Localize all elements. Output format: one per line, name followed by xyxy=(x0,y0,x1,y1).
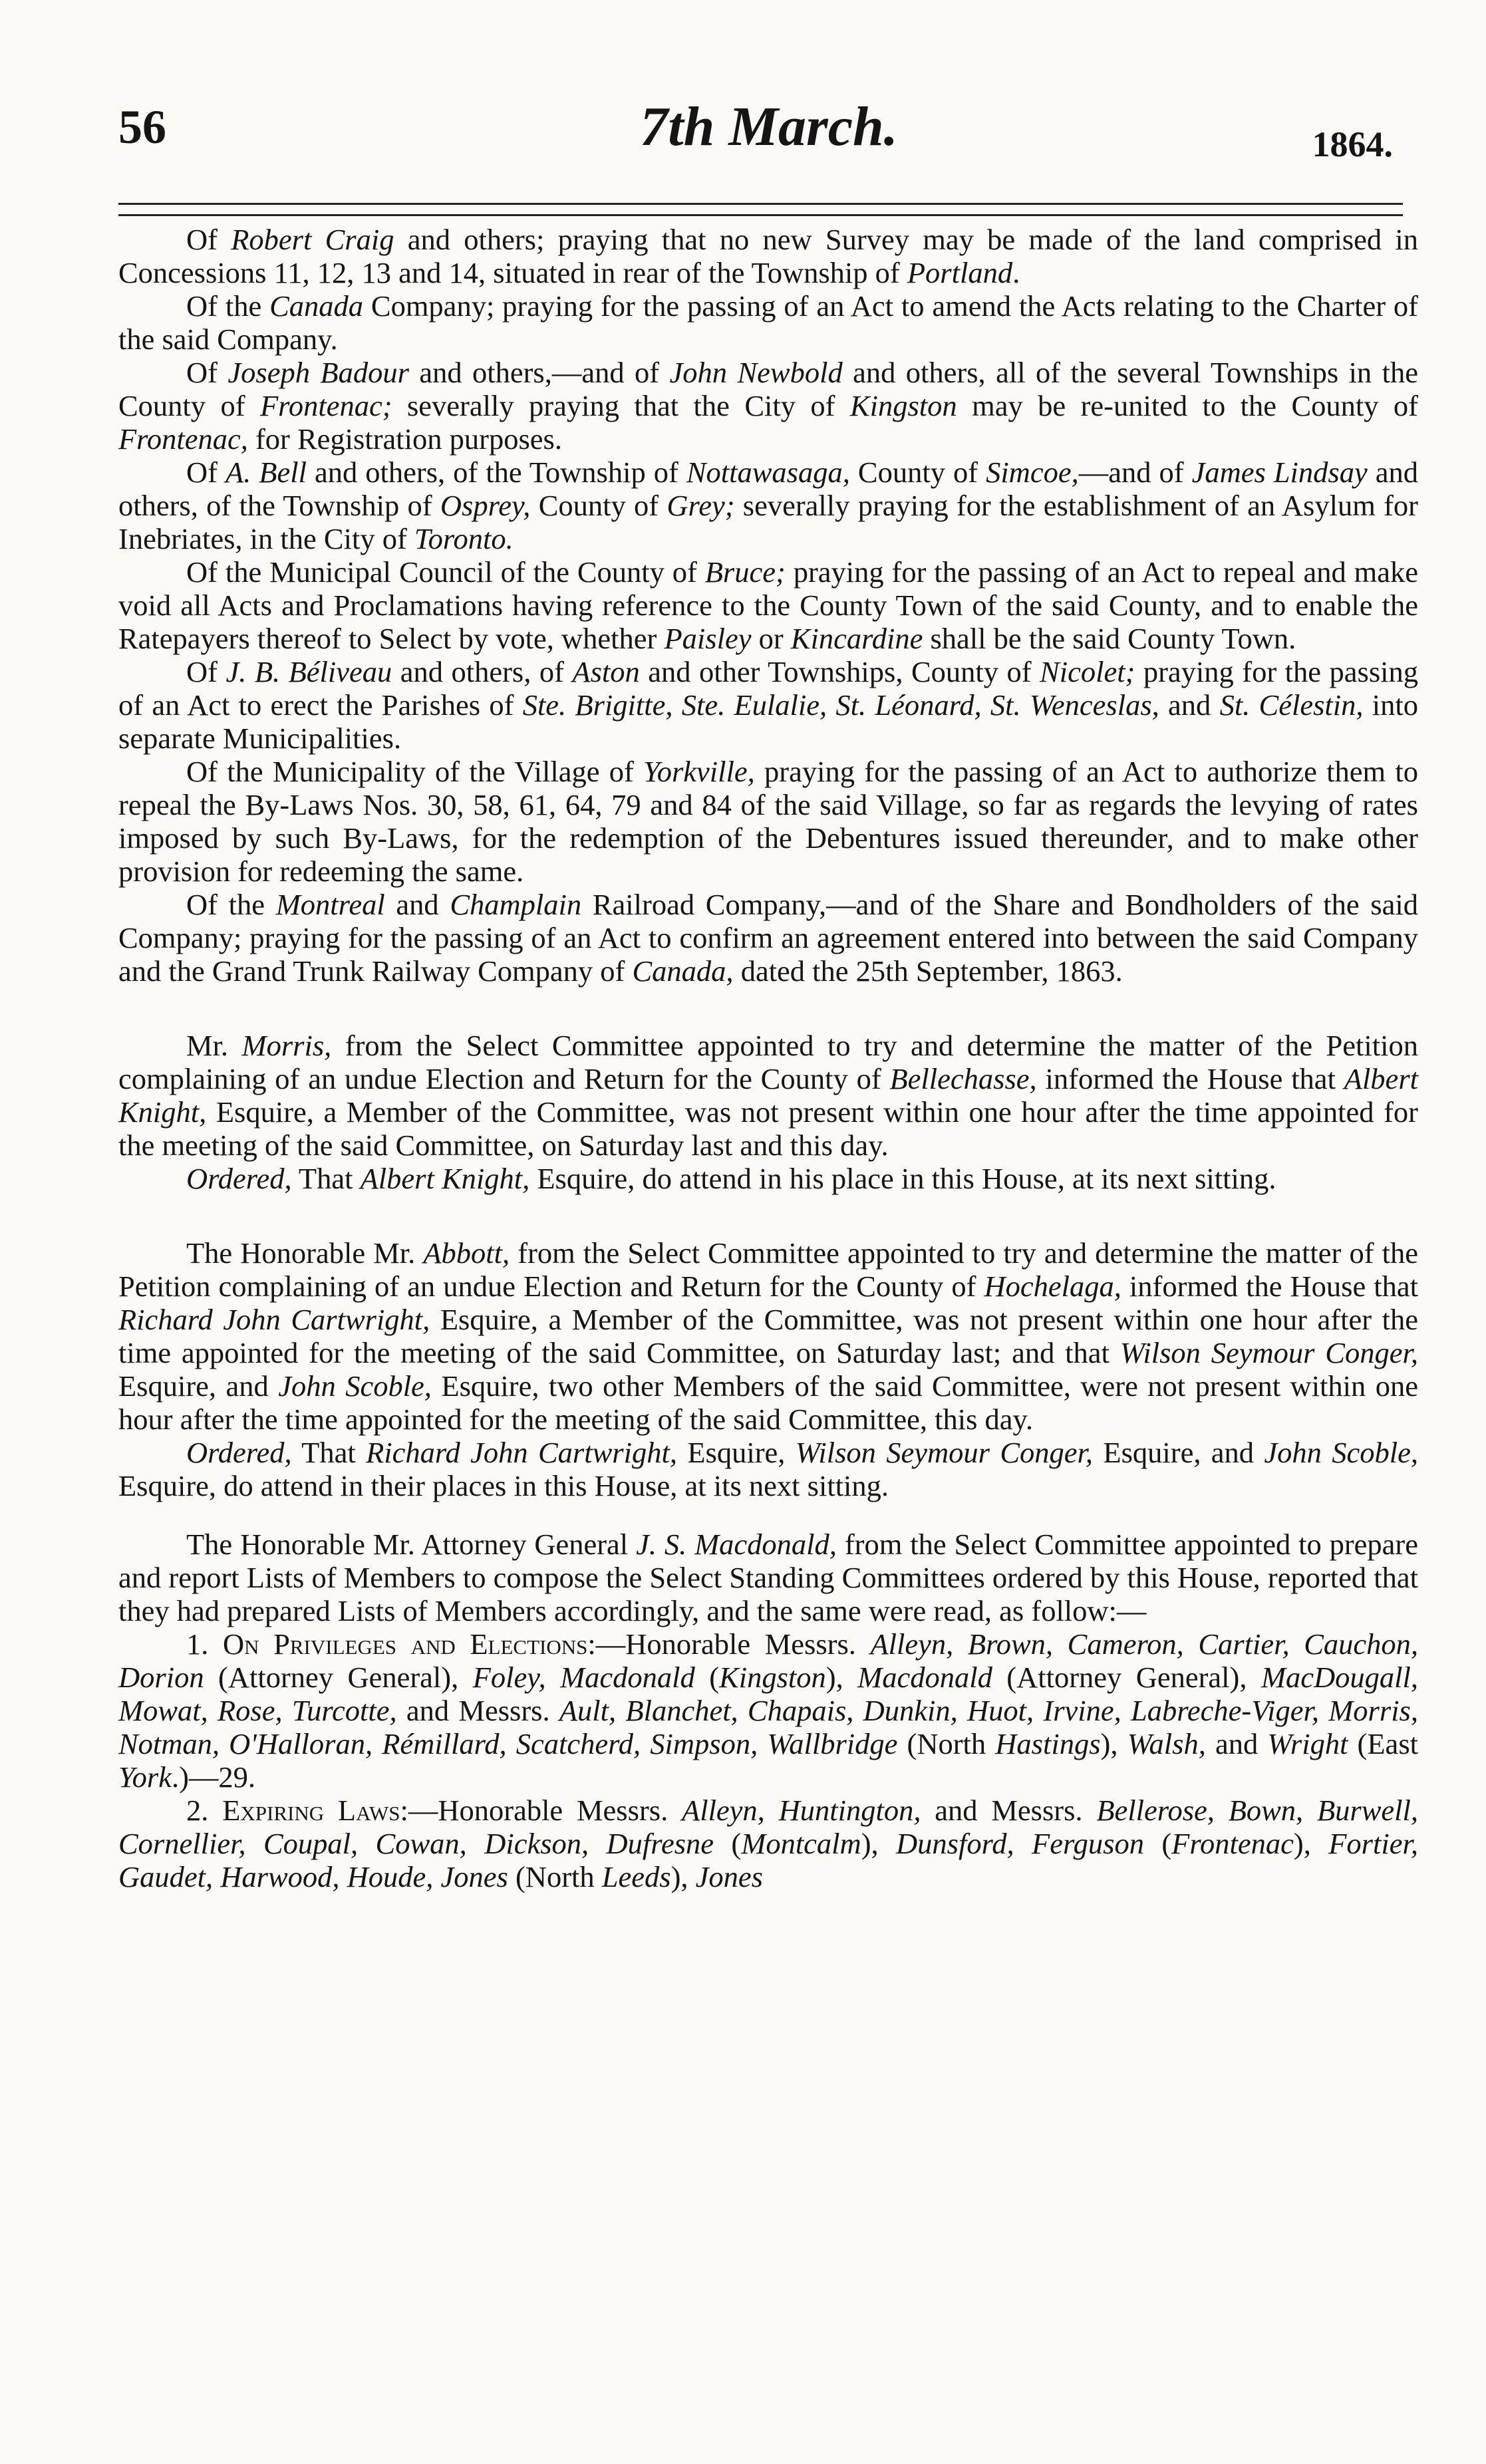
text-run: and xyxy=(1159,688,1220,722)
text-run: County of xyxy=(530,489,667,522)
italic-run: Walsh, xyxy=(1127,1727,1206,1760)
text-run: dated the 25th September, 1863. xyxy=(733,954,1123,988)
text-run: Esquire, do attend in their places in this House, at its next sitting. xyxy=(118,1469,889,1502)
paragraph-p10 xyxy=(118,1162,1418,1195)
text-run: informed the House that xyxy=(1036,1062,1344,1095)
text-run: from the Select Committee appointed to try and determine the matter of the Petition complaining of an undue Election and Return for the County of xyxy=(118,1236,1419,1303)
text-run: Esquire, a Member of the Committee, was not present within one hour after the time appointed for the meeting of the said Committee, on Saturday last and this day. xyxy=(118,1095,1418,1162)
italic-run: John Scoble, xyxy=(278,1369,432,1403)
text-run: Esquire, and xyxy=(118,1369,279,1403)
text-run: ), xyxy=(1100,1727,1127,1760)
italic-run: Toronto. xyxy=(414,522,514,555)
paragraph-p7 xyxy=(118,755,1418,888)
italic-run: Wilson Seymour Conger, xyxy=(1119,1336,1419,1369)
smallcaps-run: On Privileges and Elections xyxy=(222,1627,588,1661)
italic-run: James Lindsay xyxy=(1191,456,1368,489)
text-run: Of xyxy=(186,456,225,489)
text-run: County of xyxy=(849,456,986,489)
text-run: ), xyxy=(861,1827,897,1860)
text-run: That xyxy=(291,1436,367,1469)
italic-run: John Scoble, xyxy=(1264,1436,1419,1469)
italic-run: Richard John Cartwright, xyxy=(366,1436,677,1469)
text-run: —and of xyxy=(1078,456,1192,489)
paragraph-p14 xyxy=(118,1627,1418,1794)
italic-run: Montcalm xyxy=(741,1827,861,1860)
text-run: Esquire, a Member of the Committee, was not present within one hour after the time appointed for the meeting of the said Committee, on Saturday last; and that xyxy=(118,1303,1418,1369)
italic-run: Osprey, xyxy=(440,489,531,522)
italic-run: John Newbold xyxy=(669,356,843,389)
italic-run: Ordered, xyxy=(186,1436,292,1469)
paragraph-p3 xyxy=(118,356,1418,456)
page-date: 7th March. xyxy=(640,96,898,158)
text-run: ( xyxy=(694,1661,720,1694)
text-run: (North xyxy=(897,1727,996,1760)
text-run: .)—29. xyxy=(171,1760,256,1794)
document-body xyxy=(118,223,1418,1893)
text-run: Of xyxy=(186,356,228,389)
text-run: (North xyxy=(508,1860,602,1893)
italic-run: Bellechasse, xyxy=(889,1062,1037,1095)
text-run: and others,—and of xyxy=(408,356,670,389)
italic-run: Alleyn, Brown, Cameron, Cartier, Cauchon, Dorion xyxy=(118,1627,1419,1694)
italic-run: Frontenac, xyxy=(118,422,248,456)
italic-run: Grey; xyxy=(667,489,735,522)
text-run: Of the Municipal Council of the County of xyxy=(186,555,705,589)
text-run: . xyxy=(1012,256,1020,289)
italic-run: Dunsford, Ferguson xyxy=(896,1827,1144,1860)
italic-run: Macdonald xyxy=(857,1661,992,1694)
text-run: Of xyxy=(186,223,231,256)
paragraph-p11 xyxy=(118,1236,1418,1436)
text-run: ( xyxy=(714,1827,742,1860)
text-run: 2. xyxy=(186,1794,223,1827)
paragraph-p1 xyxy=(118,223,1418,289)
text-run: and others, of the Township of xyxy=(306,456,686,489)
text-run: praying for the passing of an Act to authorize them to repeal the By-Laws Nos. 30, 58, 61, 64, 79 and 84 of the said Village, so far as regards the levying of rates imposed by such By-Laws, for the redemption of the Debentures issued thereunder, and to make other provision for redeeming the same. xyxy=(118,755,1419,888)
text-run: (East xyxy=(1348,1727,1418,1760)
text-run: and others, all of the several Townships in the County of xyxy=(118,356,1418,422)
text-run: Of xyxy=(186,655,226,688)
paragraph-p5 xyxy=(118,555,1418,655)
paragraph-p9 xyxy=(118,1029,1418,1162)
paragraph-p13 xyxy=(118,1528,1418,1627)
paragraph-p2 xyxy=(118,289,1418,356)
italic-run: Morris, xyxy=(241,1029,332,1062)
text-run: The Honorable Mr. xyxy=(186,1236,424,1270)
text-run: (Attorney General), xyxy=(204,1661,473,1694)
italic-run: Richard John Cartwright, xyxy=(118,1303,430,1336)
page-number: 56 xyxy=(118,100,166,154)
paragraph-p4 xyxy=(118,456,1418,555)
italic-run: Jones xyxy=(695,1860,763,1893)
italic-run: Fortier, Gaudet, Harwood, Houde, Jones xyxy=(118,1827,1418,1893)
text-run: and Messrs. xyxy=(396,1694,559,1727)
text-run: and others; praying that no new Survey may be made of the land comprised in Concessions 11, 12, 13 and 14, situated in rear of the Township of xyxy=(118,223,1418,289)
italic-run: Leeds xyxy=(601,1860,671,1893)
italic-run: Champlain xyxy=(450,888,582,921)
italic-run: Kingston xyxy=(849,389,957,422)
italic-run: Wilson Seymour Conger, xyxy=(795,1436,1094,1469)
italic-run: J. S. Macdonald, xyxy=(636,1528,837,1561)
italic-run: Portland xyxy=(907,256,1013,289)
italic-run: Albert Knight, xyxy=(118,1062,1418,1129)
text-run: Esquire, xyxy=(676,1436,796,1469)
text-run: Railroad Company,—and of the Share and Bondholders of the said Company; praying for the passing of an Act to confirm an agreement entered into between the said Company and the Grand Trunk Railway Company of xyxy=(118,888,1418,988)
text-run: or xyxy=(751,622,791,655)
text-run: The Honorable Mr. Attorney General xyxy=(186,1528,637,1561)
text-run: (Attorney General), xyxy=(992,1661,1261,1694)
italic-run: Nottawasaga, xyxy=(686,456,850,489)
italic-run: Canada, xyxy=(632,954,734,988)
italic-run: Hochelaga, xyxy=(984,1270,1121,1303)
text-run: That xyxy=(291,1162,361,1195)
italic-run: Paisley xyxy=(664,622,752,655)
italic-run: Frontenac xyxy=(1171,1827,1294,1860)
italic-run: Nicolet; xyxy=(1040,655,1135,688)
italic-run: Alleyn, Huntington, xyxy=(682,1794,921,1827)
italic-run: MacDougall, Mowat, Rose, Turcotte, xyxy=(118,1661,1418,1727)
italic-run: Joseph Badour xyxy=(227,356,409,389)
italic-run: Foley, Macdonald xyxy=(472,1661,695,1694)
text-run: Esquire, two other Members of the said Committee, were not present within one hour after the time appointed for the meeting of the said Committee, this day. xyxy=(118,1369,1418,1436)
text-run: 1. xyxy=(186,1627,223,1661)
paragraph-p12 xyxy=(118,1436,1418,1502)
text-run: ), xyxy=(825,1661,858,1694)
text-run: ), xyxy=(1293,1827,1329,1860)
page-header xyxy=(118,96,1419,173)
italic-run: Hastings xyxy=(995,1727,1101,1760)
text-run: shall be the said County Town. xyxy=(923,622,1296,655)
italic-run: J. B. Béliveau xyxy=(225,655,392,688)
text-run: :—Honorable Messrs. xyxy=(587,1627,871,1661)
text-run: and xyxy=(1205,1727,1268,1760)
text-run: into separate Municipalities. xyxy=(118,688,1419,755)
text-run: Of the xyxy=(186,888,276,921)
italic-run: Canada xyxy=(269,289,364,323)
text-run: and other Townships, County of xyxy=(639,655,1040,688)
italic-run: Ault, Blanchet, Chapais, Dunkin, Huot, Irvine, Labreche-Viger, Morris, Notman, O'Halloran, Rémillard, Scatcherd, Simpson, Wallbridge xyxy=(118,1694,1419,1760)
italic-run: Yorkville, xyxy=(643,755,755,788)
italic-run: Abbott, xyxy=(423,1236,510,1270)
text-run: praying for the passing of an Act to repeal and make void all Acts and Proclamations having reference to the County Town of the said County, and to enable the Ratepayers thereof to Select by vote, whether xyxy=(118,555,1419,655)
italic-run: Albert Knight, xyxy=(360,1162,530,1195)
italic-run: York xyxy=(118,1760,172,1794)
italic-run: Frontenac; xyxy=(259,389,392,422)
italic-run: A. Bell xyxy=(225,456,307,489)
paragraph-p15 xyxy=(118,1794,1418,1893)
italic-run: Kincardine xyxy=(790,622,923,655)
paragraph-p8 xyxy=(118,888,1418,988)
text-run: for Registration purposes. xyxy=(247,422,562,456)
text-run: severally praying that the City of xyxy=(392,389,850,422)
italic-run: Ordered, xyxy=(186,1162,292,1195)
italic-run: St. Célestin, xyxy=(1219,688,1364,722)
text-run: Esquire, do attend in his place in this House, at its next sitting. xyxy=(529,1162,1276,1195)
italic-run: Robert Craig xyxy=(231,223,394,256)
text-run: praying for the passing of an Act to erect the Parishes of xyxy=(118,655,1418,722)
text-run: and others, of xyxy=(392,655,573,688)
italic-run: Kingston xyxy=(719,1661,826,1694)
text-run: may be re-united to the County of xyxy=(957,389,1418,422)
italic-run: Ste. Brigitte, Ste. Eulalie, St. Léonard, St. Wenceslas, xyxy=(522,688,1159,722)
text-run: from the Select Committee appointed to try and determine the matter of the Petition complaining of an undue Election and Return for the County of xyxy=(118,1029,1419,1095)
italic-run: Simcoe, xyxy=(986,456,1079,489)
italic-run: Montreal xyxy=(275,888,385,921)
text-run: informed the House that xyxy=(1121,1270,1418,1303)
text-run: Mr. xyxy=(186,1029,242,1062)
header-double-rule xyxy=(118,203,1403,216)
text-run: Esquire, and xyxy=(1093,1436,1264,1469)
page-year: 1864. xyxy=(1312,124,1393,164)
text-run: from the Select Committee appointed to prepare and report Lists of Members to compose the Select Standing Committees ordered by this House, reported that they had prepared Lists of Members accordingly, and the same were read, as follow:— xyxy=(118,1528,1418,1627)
text-run: and xyxy=(384,888,450,921)
paragraph-p6 xyxy=(118,655,1418,755)
text-run: Of the xyxy=(186,289,270,323)
text-run: Company; praying for the passing of an Act to amend the Acts relating to the Charter of the said Company. xyxy=(118,289,1418,356)
italic-run: Bellerose, Bown, Burwell, Cornellier, Coupal, Cowan, Dickson, Dufresne xyxy=(118,1794,1419,1860)
text-run: and Messrs. xyxy=(921,1794,1097,1827)
text-run: :—Honorable Messrs. xyxy=(400,1794,682,1827)
text-run: and others, of the Township of xyxy=(118,456,1418,522)
text-run: ( xyxy=(1143,1827,1172,1860)
text-run: Of the Municipality of the Village of xyxy=(186,755,644,788)
text-run: ), xyxy=(670,1860,696,1893)
italic-run: Wright xyxy=(1267,1727,1348,1760)
italic-run: Aston xyxy=(572,655,640,688)
text-run: severally praying for the establishment of an Asylum for Inebriates, in the City of xyxy=(118,489,1418,555)
smallcaps-run: Expiring Laws xyxy=(222,1794,400,1827)
italic-run: Bruce; xyxy=(704,555,786,589)
